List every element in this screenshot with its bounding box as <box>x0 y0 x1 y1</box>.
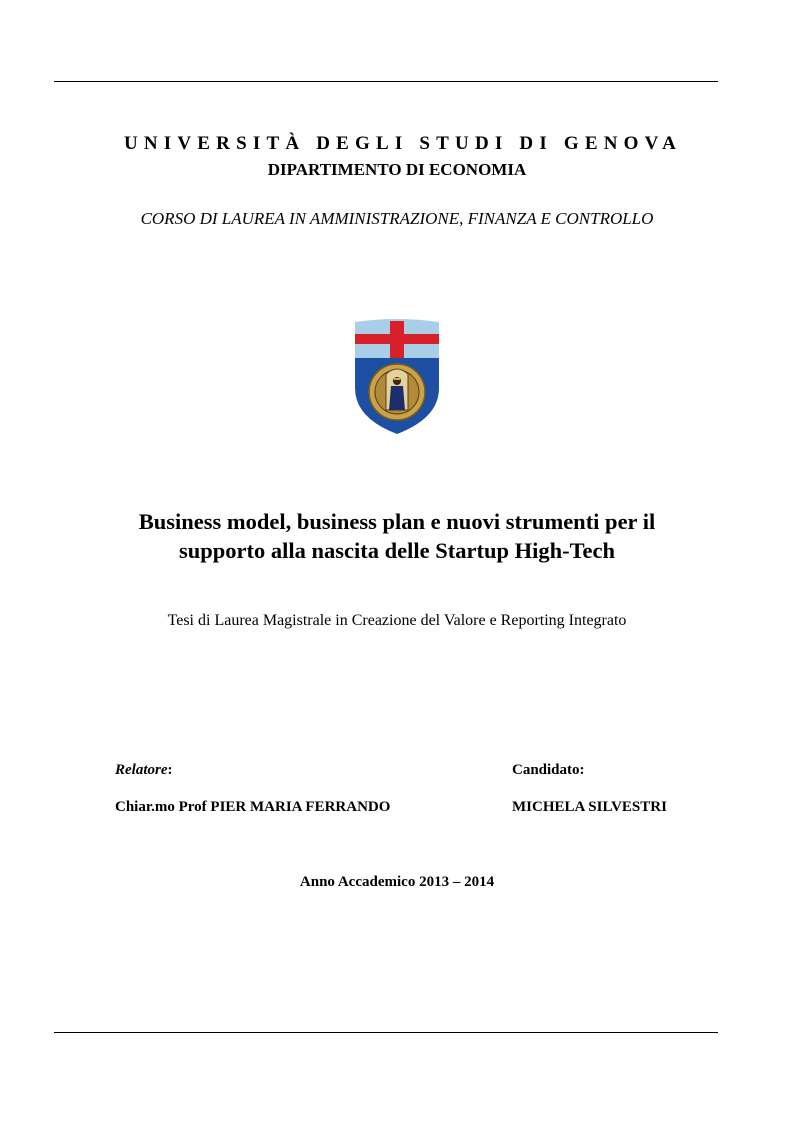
thesis-title-line-2: supporto alla nascita delle Startup High-Tech <box>178 538 616 563</box>
candidato-name: MICHELA SILVESTRI <box>512 799 667 815</box>
university-name: UNIVERSITÀ DEGLI STUDI DI GENOVA <box>123 133 683 154</box>
department-name: DIPARTIMENTO DI ECONOMIA <box>267 160 527 179</box>
university-crest-icon <box>354 318 440 436</box>
top-divider <box>54 81 718 82</box>
course-name: CORSO DI LAUREA IN AMMINISTRAZIONE, FINANZA E CONTROLLO <box>140 209 654 228</box>
relatore-label <box>115 762 173 779</box>
relatore-label-text: Relatore <box>115 762 168 778</box>
thesis-subtitle: Tesi di Laurea Magistrale in Creazione del Valore e Reporting Integrato <box>167 612 627 629</box>
thesis-title <box>0 507 794 565</box>
bottom-divider <box>54 1032 718 1033</box>
relatore-name: Chiar.mo Prof PIER MARIA FERRANDO <box>115 799 391 815</box>
thesis-title-line-1: Business model, business plan e nuovi strumenti per il <box>138 509 656 534</box>
relatore-label-colon: : <box>167 762 173 778</box>
academic-year: Anno Accademico 2013 – 2014 <box>299 874 495 890</box>
candidato-label: Candidato: <box>512 762 585 778</box>
